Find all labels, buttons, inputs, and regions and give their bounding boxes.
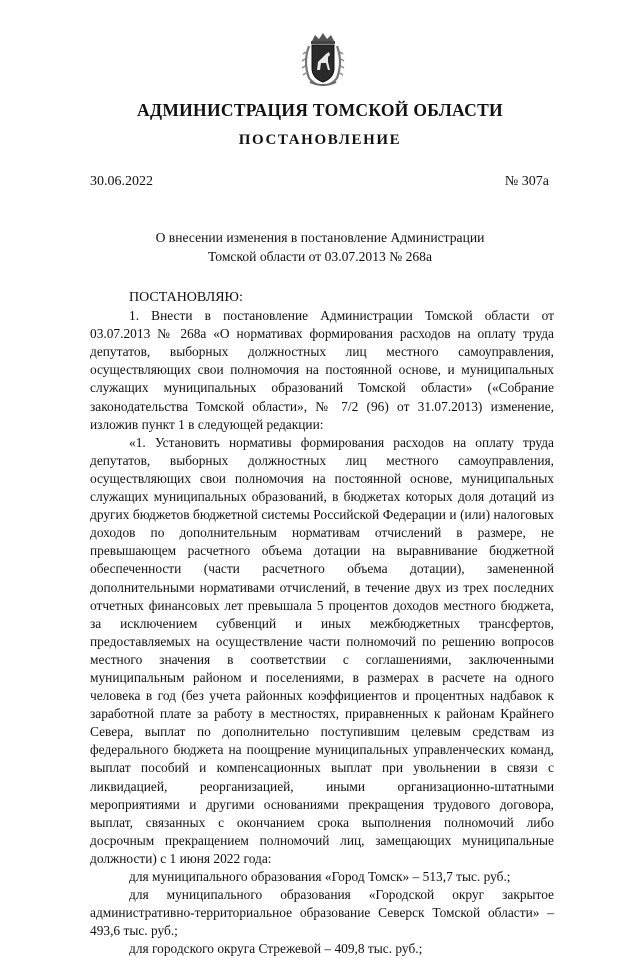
paragraph-2: «1. Установить нормативы формирования расходов на оплату труда депутатов, выборных должностных лиц местного самоуправления, осуществляющих свои полномочия на постоянной основе, муниципальных служащих муниципальных образований, в бюджетах которых доля дотаций из других бюджетов бюджетной системы Российской Федерации и (или) налоговых доходов по дополнительным нормативам отчислений в размере, не превышающем расчетного объема дотации на выравнивание бюджетной обеспеченности (части расчетного объема дотации), замененной дополнительными нормативами отчислений, в течение двух из трех последних отчетных финансовых лет превышала 5 процентов доходов местного бюджета, за исключением субвенций и иных межбюджетных трансфертов, предоставляемых на осуществление части полномочий по решению вопросов местного значения в соответствии с соглашениями, заключенными муниципальным районом и поселениями, в размерах в расчете на одного человека в год (без учета районных коэффициентов и процентных надбавок к заработной плате за работу в местностях, приравненных к районам Крайнего Севера, выплат по дополнительно поступившим целевым средствам из федерального бюджета на поощрение муниципальных управленческих команд, выплат пособий и компенсационных выплат при увольнении в связи с ликвидацией, реорганизацией, иными организационно-штатными мероприятиями и другими основаниями прекращения трудового договора, выплат, связанных с окончанием срока выполнения полномочий либо досрочным прекращением полномочий лиц, замещающих муниципальные должности) с 1 июня 2022 года:: [90, 434, 554, 866]
document-subject: [0, 228, 640, 266]
org-title: АДМИНИСТРАЦИЯ ТОМСКОЙ ОБЛАСТИ: [137, 100, 503, 120]
norm-item: для муниципального образования «Городской округ закрытое административно-территориальное образование Северск Томской области» – 493,6 тыс. руб.;: [90, 887, 554, 939]
decree-heading: ПОСТАНОВЛЯЮ:: [129, 290, 243, 305]
paragraph-1: 1. Внести в постановление Администрации Томской области от 03.07.2013 № 268а «О нормативах формирования расходов на оплату труда депутатов, выборных должностных лиц местного самоуправления, осуществляющих свои полномочия на постоянной основе, и муниципальных служащих муниципальных образований Томской области» («Собрание законодательства Томской области», № 7/2 (96) от 31.07.2013) изменение, изложив пункт 1 в следующей редакции:: [90, 308, 554, 432]
norm-item: для городского округа Стрежевой – 409,8 тыс. руб.;: [129, 941, 423, 957]
document-type: ПОСТАНОВЛЕНИЕ: [238, 132, 402, 148]
document-body: [90, 289, 554, 958]
norm-item: для муниципального образования «Город Томск» – 513,7 тыс. руб.;: [129, 869, 511, 884]
document-date: 30.06.2022: [90, 174, 153, 189]
tomsk-oblast-coat-of-arms-icon: [300, 32, 346, 88]
document-number: № 307а: [504, 174, 549, 189]
subject-line: Томской области от 03.07.2013 № 268а: [208, 249, 432, 264]
subject-line: О внесении изменения в постановление Администрации: [155, 230, 485, 245]
